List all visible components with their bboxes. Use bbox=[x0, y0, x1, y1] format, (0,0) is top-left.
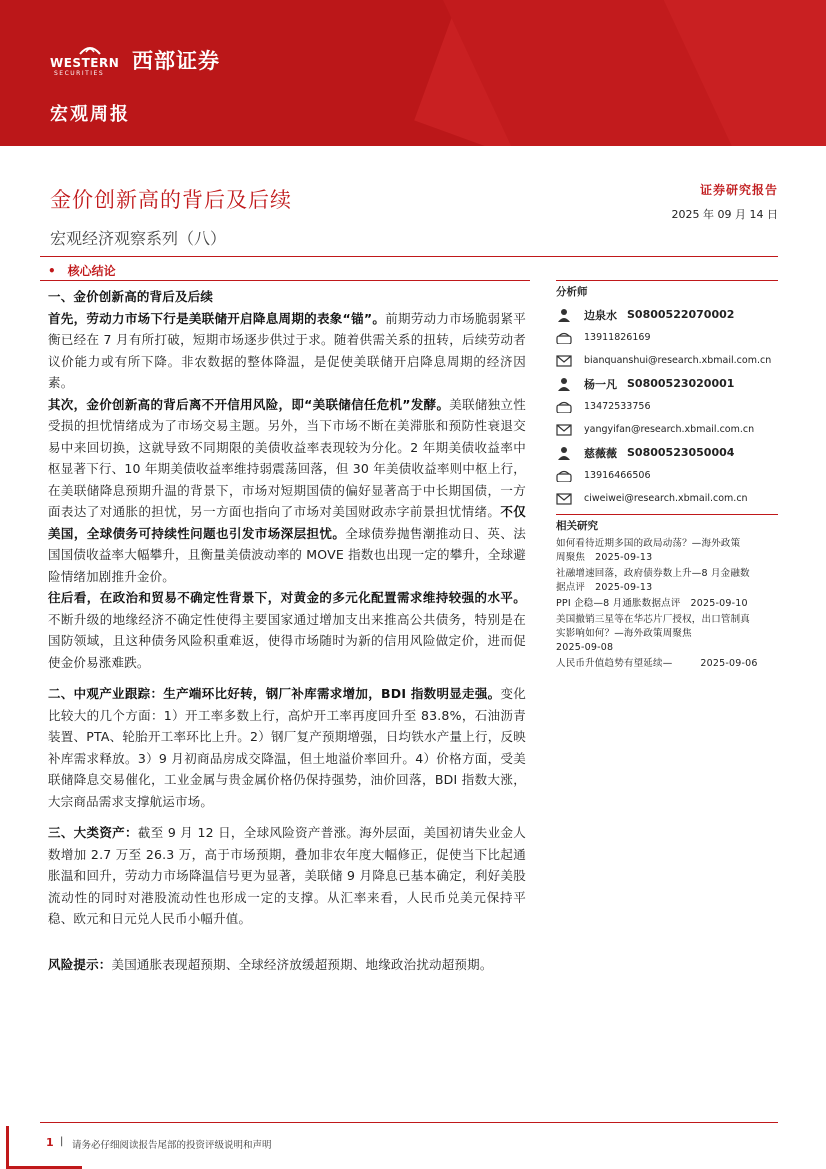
analyst-phone: 13916466506 bbox=[584, 470, 651, 481]
logo-en-text: WESTERN bbox=[50, 56, 120, 70]
paragraph-text: 全球债券抛售潮推动日、英、法国国债收益率大幅攀升，且衡量美债波动率的 MOVE 指数也出现一定的攀升，全球避险情绪加剧推升金价。 bbox=[48, 525, 526, 584]
mail-icon bbox=[556, 354, 572, 368]
related-title[interactable]: 周聚焦 bbox=[556, 552, 586, 563]
related-heading: 相关研究 bbox=[556, 520, 598, 532]
paragraph-text: 前期劳动力市场脆弱紧平衡已经在 7 月有所打破，短期市场逐步供过于求。随着供需关系的扭转，后续劳动者议价能力或有所下降。非农数据的整体降温，是促使美联储开启降息周期的经济因素。 bbox=[48, 310, 526, 390]
analyst-block bbox=[556, 441, 778, 510]
related-item[interactable] bbox=[556, 597, 778, 611]
core-label: 核心结论 bbox=[67, 264, 116, 278]
related-title[interactable]: 据点评 bbox=[556, 582, 586, 593]
analyst-block bbox=[556, 303, 778, 372]
paragraph-text: 截至 9 月 12 日，全球风险资产普涨。海外层面，美国初请失业金人数增加 2.7 万至 26.3 万，高于市场预期，叠加非农年度大幅修正，促使当下比起通胀温和回升，劳动力市场降温信号更为显著，美联储 9 月降息已基本确定，利好美股流动性的同时对港股流动性也形成一定的支撑。从汇率来看，人民币兑美元保持平稳、欧元和日元兑人民币小幅升值。 bbox=[48, 825, 526, 926]
logo-bull-icon bbox=[50, 42, 130, 56]
paragraph-text: 不断升级的地缘经济不确定性使得主要国家通过增加支出来推高公共债务，特别是在国防领域，且这种债务风险积重难返，使得市场随时为新的信用风险做定价，进而促使金价易涨难跌。 bbox=[48, 611, 526, 670]
related-title[interactable]: PPI 企稳—8 月通胀数据点评 bbox=[556, 598, 681, 609]
analyst-email[interactable]: bianquanshui@research.xbmail.com.cn bbox=[584, 355, 772, 366]
related-date: 2025-09-06 bbox=[700, 658, 758, 669]
section-3-heading: 三、大类资产： bbox=[48, 825, 138, 840]
related-date: 2025-09-13 bbox=[595, 582, 653, 593]
paragraph bbox=[48, 587, 526, 673]
related-title[interactable]: 人民币升值趋势有望延续— bbox=[556, 658, 673, 669]
paragraph-text: 变化比较大的几个方面：1）开工率多数上行，高炉开工率再度回升至 83.8%，石油沥青装置、PTA、轮胎开工率环比上升。2）钢厂复产预期增强，日均铁水产量上行，反映补库需求释放。3）9 月初商品房成交降温，但土地溢价率回升。4）价格方面，受美联储降息交易催化，工业金属与贵金属价格仍保持强势，油价回落，BDI 指数大涨，大宗商品需求支撑航运市场。 bbox=[48, 686, 526, 809]
related-item[interactable] bbox=[556, 657, 778, 671]
sidebar-divider bbox=[556, 514, 778, 515]
paragraph-lead: 其次，金价创新高的背后离不开信用风险，即“美联储信任危机”发酵。 bbox=[48, 396, 450, 412]
paragraph-text: 美联储独立性受损的担忧情绪成为了市场交易主题。另外，当下市场不断在美滞胀和预防性衰退交易中来回切换，这就导致不同期限的美债收益率表现较为分化。2 年期美债收益率中枢显著下行、10 年期美债收益率维持弱震荡回落，但 30 年美债收益率则中枢上行，在美联储降息预期升温的背景下，市场对短期国债的偏好显著高于中长期国债，一方面表达了对通胀的担忧，另一方面也指向了市场对美国财政赤字前景担忧情绪。 bbox=[48, 396, 527, 519]
section-2-heading: 二、中观产业跟踪：生产端环比好转，钢厂补库需求增加，BDI 指数明显走强。 bbox=[48, 686, 501, 701]
core-divider bbox=[40, 280, 530, 281]
risk-text: 美国通胀表现超预期、全球经济放缓超预期、地缘政治扰动超预期。 bbox=[111, 956, 493, 972]
phone-row bbox=[556, 464, 778, 487]
analyst-row bbox=[556, 372, 778, 395]
person-icon bbox=[556, 308, 572, 322]
sidebar-divider bbox=[556, 280, 778, 281]
analyst-phone: 13911826169 bbox=[584, 332, 651, 343]
phone-row bbox=[556, 326, 778, 349]
analyst-row bbox=[556, 303, 778, 326]
sidebar bbox=[556, 280, 778, 671]
analyst-phone: 13472533756 bbox=[584, 401, 651, 412]
analyst-name: 杨一凡 bbox=[584, 377, 617, 391]
paragraph bbox=[48, 394, 526, 588]
footer-separator: | bbox=[60, 1136, 64, 1147]
footer-divider bbox=[40, 1122, 778, 1123]
related-title[interactable]: 实影响如何？—海外政策周聚焦 bbox=[556, 628, 692, 639]
main-content bbox=[48, 286, 526, 975]
related-item[interactable] bbox=[556, 613, 778, 655]
person-icon bbox=[556, 377, 572, 391]
paragraph bbox=[48, 822, 526, 930]
related-date: 2025-09-08 bbox=[556, 642, 614, 653]
phone-icon bbox=[556, 400, 572, 414]
report-date: 2025 年 09 月 14 日 bbox=[671, 208, 778, 221]
related-title[interactable]: 社融增速回落，政府债券数上升—8 月金融数 bbox=[556, 568, 750, 579]
section-1-heading: 一、金价创新高的背后及后续 bbox=[48, 289, 214, 304]
related-item[interactable] bbox=[556, 567, 778, 595]
person-icon bbox=[556, 446, 572, 460]
related-date: 2025-09-10 bbox=[690, 598, 748, 609]
page-number: 1 bbox=[46, 1136, 54, 1149]
logo-en-sub-text: SECURITIES bbox=[54, 70, 105, 77]
related-title[interactable]: 美国撤销三星等在华芯片厂授权，出口管制真 bbox=[556, 614, 751, 625]
analyst-email[interactable]: yangyifan@research.xbmail.com.cn bbox=[584, 424, 755, 435]
report-label: 证券研究报告 bbox=[699, 183, 778, 197]
core-conclusion-heading bbox=[48, 262, 116, 279]
paragraph bbox=[48, 308, 526, 394]
analyst-id: S0800523020001 bbox=[627, 377, 735, 390]
report-type: 宏观周报 bbox=[50, 104, 130, 125]
related-title[interactable]: 如何看待近期多国的政局动荡？—海外政策 bbox=[556, 538, 741, 549]
paragraph bbox=[48, 683, 526, 812]
related-date: 2025-09-13 bbox=[595, 552, 653, 563]
paragraph-lead: 不仅美国，全球债务可持续性问题也引发市场深层担忧。 bbox=[48, 504, 526, 541]
analyst-block bbox=[556, 372, 778, 441]
email-row bbox=[556, 349, 778, 372]
paragraph-lead: 首先，劳动力市场下行是美联储开启降息周期的表象“锚”。 bbox=[48, 310, 386, 326]
analyst-heading: 分析师 bbox=[556, 286, 588, 298]
logo-mark bbox=[50, 42, 130, 78]
phone-row bbox=[556, 395, 778, 418]
phone-icon bbox=[556, 469, 572, 483]
logo-cn-text: 西部证券 bbox=[132, 49, 220, 73]
risk-warning bbox=[48, 954, 526, 976]
company-logo bbox=[50, 42, 220, 78]
paragraph-lead: 往后看，在政治和贸易不确定性背景下，对黄金的多元化配置需求维持较强的水平。 bbox=[48, 590, 526, 605]
section-heading bbox=[48, 286, 526, 308]
header-banner bbox=[0, 0, 826, 146]
analyst-row bbox=[556, 441, 778, 464]
page-title: 金价创新高的背后及后续 bbox=[50, 188, 292, 212]
risk-label: 风险提示： bbox=[48, 956, 112, 972]
corner-decor bbox=[6, 1126, 9, 1169]
mail-icon bbox=[556, 492, 572, 506]
top-divider bbox=[40, 256, 778, 257]
analyst-id: S0800522070002 bbox=[627, 308, 735, 321]
analyst-id: S0800523050004 bbox=[627, 446, 735, 459]
related-list bbox=[556, 537, 778, 671]
email-row bbox=[556, 487, 778, 510]
mail-icon bbox=[556, 423, 572, 437]
footer-disclaimer: 请务必仔细阅读报告尾部的投资评级说明和声明 bbox=[72, 1140, 272, 1151]
phone-icon bbox=[556, 331, 572, 345]
analyst-email[interactable]: ciweiwei@research.xbmail.com.cn bbox=[584, 493, 748, 504]
bullet-icon: • bbox=[48, 263, 56, 278]
analyst-name: 慈薇薇 bbox=[584, 446, 617, 460]
related-item[interactable] bbox=[556, 537, 778, 565]
analyst-name: 边泉水 bbox=[584, 308, 617, 322]
email-row bbox=[556, 418, 778, 441]
page-subtitle: 宏观经济观察系列（八） bbox=[50, 229, 227, 248]
